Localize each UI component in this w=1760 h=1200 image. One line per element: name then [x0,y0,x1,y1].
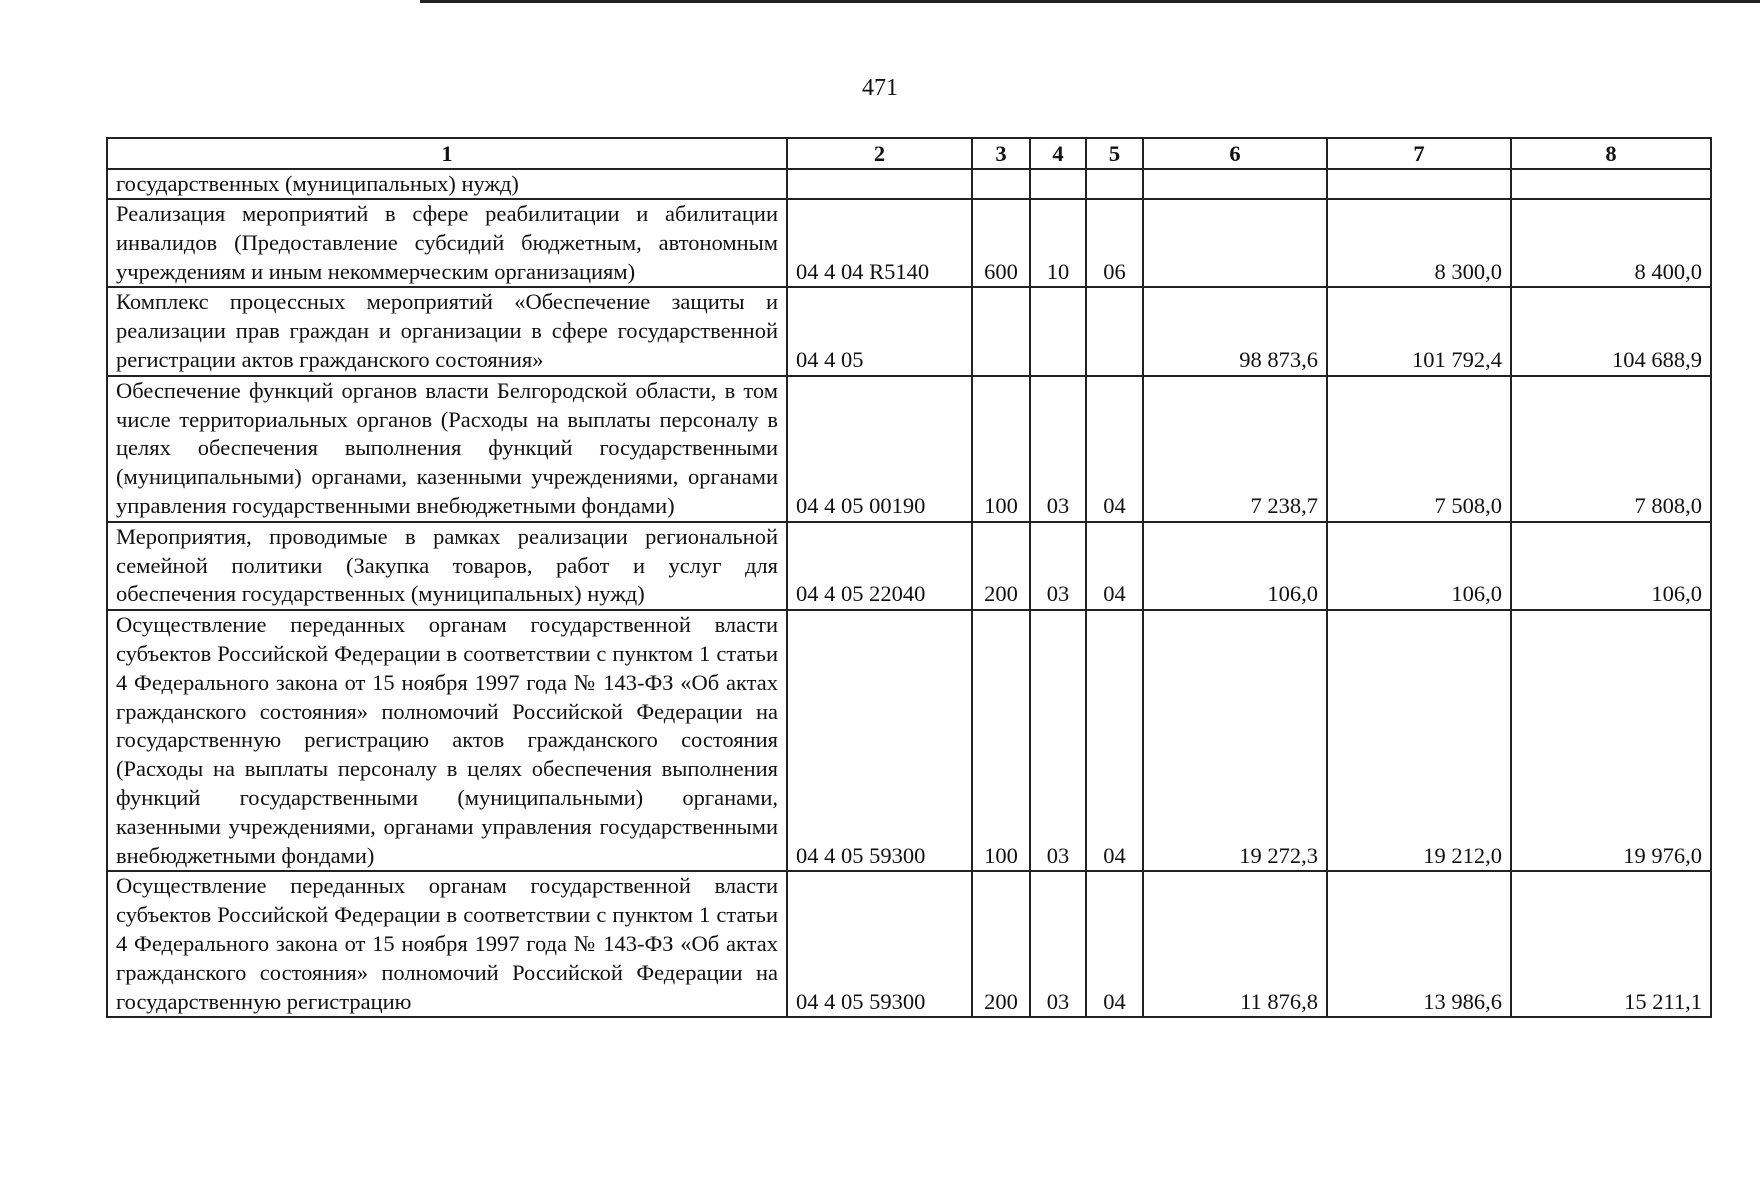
row-value-7: 19 212,0 [1327,610,1511,871]
table-row [107,376,1711,522]
row-col5: 04 [1086,522,1143,610]
row-value-8: 8 400,0 [1511,199,1711,287]
row-value-8: 15 211,1 [1511,871,1711,1017]
row-col3: 600 [972,199,1030,287]
table-row [107,610,1711,871]
col-header-7: 7 [1327,138,1511,169]
row-value-8: 104 688,9 [1511,287,1711,375]
row-col5: 04 [1086,376,1143,522]
row-value-6: 11 876,8 [1143,871,1327,1017]
budget-table [106,137,1712,1018]
row-value-6: 98 873,6 [1143,287,1327,375]
row-name: государственных (муниципальных) нужд) [107,169,787,199]
row-name: Осуществление переданных органам государственной власти субъектов Российской Федерации в соответствии с пунктом 1 статьи 4 Федерального закона от 15 ноября 1997 года № 143-ФЗ «Об актах гражданского состояния» полномочий Российской Федерации на государственную регистрацию актов гражданского состояния (Расходы на выплаты персоналу в целях обеспечения выполнения функций государственными (муниципальными) органами, казенными учреждениями, органами управления государственными внебюджетными фондами) [107,610,787,871]
col-header-2: 2 [787,138,972,169]
row-value-6 [1143,199,1327,287]
row-value-8: 106,0 [1511,522,1711,610]
row-name: Обеспечение функций органов власти Белгородской области, в том числе территориальных органов (Расходы на выплаты персоналу в целях обеспечения выполнения функций государственными (муниципальными) органами, казенными учреждениями, органами управления государственными внебюджетными фондами) [107,376,787,522]
row-col5 [1086,169,1143,199]
table-row [107,522,1711,610]
row-col4: 03 [1030,871,1086,1017]
col-header-6: 6 [1143,138,1327,169]
col-header-3: 3 [972,138,1030,169]
row-col3: 200 [972,871,1030,1017]
row-value-8: 19 976,0 [1511,610,1711,871]
row-code: 04 4 05 22040 [787,522,972,610]
row-value-7: 101 792,4 [1327,287,1511,375]
row-col4 [1030,287,1086,375]
row-col5: 04 [1086,871,1143,1017]
col-header-8: 8 [1511,138,1711,169]
row-col4 [1030,169,1086,199]
row-col4: 03 [1030,376,1086,522]
row-name: Мероприятия, проводимые в рамках реализации региональной семейной политики (Закупка товаров, работ и услуг для обеспечения государственных (муниципальных) нужд) [107,522,787,610]
row-name: Комплекс процессных мероприятий «Обеспечение защиты и реализации прав граждан и организации в сфере государственной регистрации актов гражданского состояния» [107,287,787,375]
row-col5 [1086,287,1143,375]
row-col4: 10 [1030,199,1086,287]
top-rule [420,0,1760,3]
header-row [107,138,1711,169]
row-col4: 03 [1030,522,1086,610]
row-col3: 100 [972,376,1030,522]
row-code: 04 4 05 59300 [787,871,972,1017]
col-header-4: 4 [1030,138,1086,169]
row-value-8 [1511,169,1711,199]
row-col5: 04 [1086,610,1143,871]
row-value-8: 7 808,0 [1511,376,1711,522]
row-value-7: 8 300,0 [1327,199,1511,287]
col-header-5: 5 [1086,138,1143,169]
row-col4: 03 [1030,610,1086,871]
row-col3 [972,169,1030,199]
col-header-1: 1 [107,138,787,169]
table-row [107,199,1711,287]
row-col5: 06 [1086,199,1143,287]
row-code: 04 4 05 00190 [787,376,972,522]
row-value-6: 19 272,3 [1143,610,1327,871]
row-value-7 [1327,169,1511,199]
row-code: 04 4 05 59300 [787,610,972,871]
row-col3 [972,287,1030,375]
row-value-6: 7 238,7 [1143,376,1327,522]
row-value-6 [1143,169,1327,199]
page-number: 471 [862,75,898,101]
row-col3: 200 [972,522,1030,610]
row-value-7: 7 508,0 [1327,376,1511,522]
row-value-6: 106,0 [1143,522,1327,610]
row-name: Осуществление переданных органам государственной власти субъектов Российской Федерации в соответствии с пунктом 1 статьи 4 Федерального закона от 15 ноября 1997 года № 143-ФЗ «Об актах гражданского состояния» полномочий Российской Федерации на государственную регистрацию [107,871,787,1017]
row-code [787,169,972,199]
row-value-7: 106,0 [1327,522,1511,610]
row-code: 04 4 05 [787,287,972,375]
row-value-7: 13 986,6 [1327,871,1511,1017]
row-code: 04 4 04 R5140 [787,199,972,287]
row-name: Реализация мероприятий в сфере реабилитации и абилитации инвалидов (Предоставление субсидий бюджетным, автономным учреждениям и иным некоммерческим организациям) [107,199,787,287]
table-row [107,287,1711,375]
table-row [107,169,1711,199]
row-col3: 100 [972,610,1030,871]
table-row [107,871,1711,1017]
